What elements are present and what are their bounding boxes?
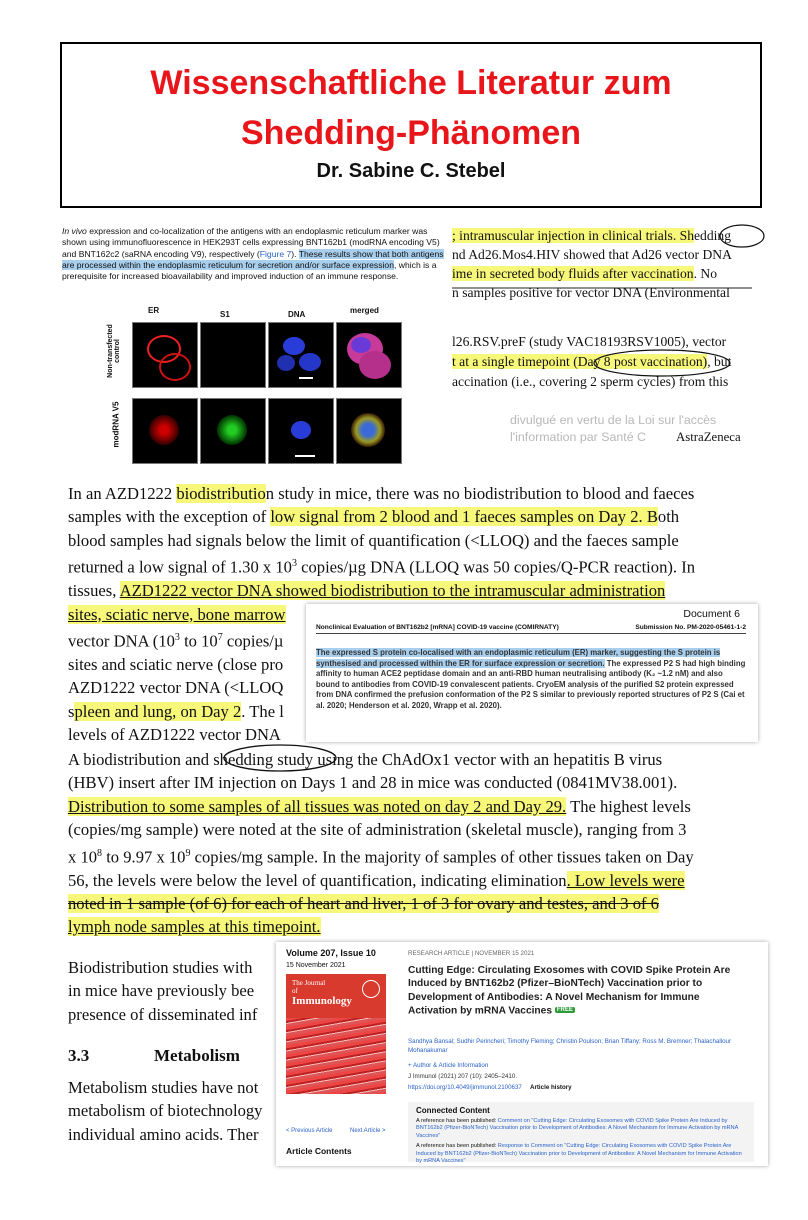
title-box <box>60 42 762 208</box>
document-number: Document 6 <box>683 608 740 620</box>
caption-highlight: These results show that both antigens are processed within the endoplasmic reticulum for secretion and/or surface expression <box>62 248 444 270</box>
response-link[interactable]: Response to Comment on "Cutting Edge: Circulating Exosomes with COVID Spike Protein Are Induced by BNT162b2 (Pfizer-BioNTech) Vaccination prior to Development of Antibodies: A Novel Mechanism for Immune Activation by mRNA Vaccines" <box>416 1143 742 1165</box>
comment-link[interactable]: Comment on "Cutting Edge: Circulating Exosomes with COVID Spike Protein Are Induced by BNT162b2 (Pfizer-BioNTech) Vaccination prior to Development of Antibodies: A Novel Mechanism for Immune Activation by mRNA Vaccines" <box>416 1118 738 1139</box>
doc6-header-right: Submission No. PM-2020-05461-1-2 <box>635 624 746 631</box>
panel-dna-v5 <box>268 398 334 464</box>
panel-s1-control <box>200 322 266 388</box>
free-badge: FREE <box>556 1007 573 1014</box>
doc6-header-left: Nonclinical Evaluation of BNT162b2 [mRNA] COVID-19 vaccine (COMIRNATY) <box>316 624 559 631</box>
doc6-body: The expressed S protein co-localised with an endoplasmic reticulum (ER) marker, suggesting the S protein is synthesised and processed within the ER for surface expression or secretion. The expressed P2 S had high binding affinity to human ACE2 peptidase domain and an anti-RBD human neutralising antibody (K₂ ~1.2 nM) and also bound to antibodies from COVID-19 convalescent patients. CryoEM analysis of the purified S2 protein expressed from DNA confirmed the prefusion conformation of the P2 S similar to previously reported structures of P2 S (Cai et al. 2020; Henderson et al. 2020, Wrapp et al. 2020). <box>316 648 746 710</box>
panel-dna-control <box>268 322 334 388</box>
journal-date: 15 November 2021 <box>286 962 346 969</box>
connected-content-box: Connected Content A reference has been published: Comment on "Cutting Edge: Circulating Exosomes with COVID Spike Protein Are Induced by BNT162b2 (Pfizer-BioNTech) Vaccination prior to Development of Antibodies: A Novel Mechanism for Immune Activation by mRNA Vaccines" A reference has been published: Response to Comment on "Cutting Edge: Circulating Exosomes with COVID Spike Protein Are Induced by BNT162b2 (Pfizer-BioNTech) Vaccination prior to Development of Antibodies: A Novel Mechanism for Immune Activation by mRNA Vaccines" <box>408 1102 754 1162</box>
section-title: Metabolism <box>154 1046 240 1065</box>
day8-circle <box>594 350 730 376</box>
immunofluorescence-figure: ER S1 DNA merged Non-transfected control modRNA V5 <box>110 304 410 474</box>
previous-article-link[interactable]: < Previous Article <box>286 1128 333 1134</box>
doi-link[interactable]: https://doi.org/10.4049/jimmunol.2100637 <box>408 1084 522 1091</box>
document6-card <box>306 604 758 742</box>
article-authors[interactable]: Sandhya Bansal; Sudhir Perincheri; Timothy Fleming; Christin Poulson; Brian Tiffany; Ross M. Bremner; Thalachallour Mohanakumar <box>408 1038 732 1054</box>
page-title-line1: Wissenschaftliche Literatur zum <box>150 64 672 102</box>
pfizer-caption: In vivo expression and co-localization of the antigens with an endoplasmic reticulum marker was shown using immunofluorescence in HEK293T cells expressing BNT162b1 (modRNA encoding V5) and BNT162c2 (saRNA encoding V9), respectively (Figure 7). These results show that both antigens are processed within the endoplasmic reticulum for secretion and/or surface expression, which is a prerequisite for increased bioavailability and improved induction of an immune response. <box>62 226 444 282</box>
journal-article-card <box>276 942 768 1166</box>
author-info-toggle[interactable]: + Author & Article Information <box>408 1062 489 1069</box>
shedding-circle-annotation <box>220 740 350 774</box>
ad26-snippet-top: ; intramuscular injection in clinical trials. Shedding nd Ad26.Mos4.HIV showed that Ad26 vector DNA ime in secreted body fluids after vaccination. No n samples positive for vector DNA (Environmental <box>452 228 732 300</box>
panel-er-control <box>132 322 198 388</box>
azd1222-paragraph: In an AZD1222 biodistribution study in mice, there was no biodistribution to blood and faeces samples with the exception of low signal from 2 blood and 1 faeces samples on Day 2. Both blood samples had signals below the limit of quantification (<LLOQ) and the faeces sample returned a low signal of 1.30 x $10^3$ copies/µg DNA (LLOQ was 50 copies/Q-PCR reaction). In tissues, AZD1222 vector DNA showed biodistribution to the intramuscular administration sites, sciatic nerve, bone marrow vector DNA ($10^3$ to $10^7$ copies/µ sites and sciatic nerve (close pro AZD1222 vector DNA (<LLOQ spleen and lung, on Day 2. The l levels of AZD1222 vector DNA <box>68 484 696 745</box>
page-title-line2: Shedding-Phänomen <box>241 114 581 152</box>
section-number: 3.3 <box>68 1046 90 1065</box>
panel-s1-v5 <box>200 398 266 464</box>
panel-er-v5 <box>132 398 198 464</box>
article-contents-heading: Article Contents <box>286 1146 352 1156</box>
panel-merged-control <box>336 322 402 388</box>
article-history-link[interactable]: Article history <box>530 1084 572 1091</box>
disclosure-notice: divulgué en vertu de la Loi sur l'accès l'information par Santé C <box>510 413 717 444</box>
astrazeneca-label: AstraZeneca <box>676 430 741 444</box>
figure-link[interactable]: Figure 7 <box>259 248 292 259</box>
shedding-circle <box>720 225 764 247</box>
cover-art <box>286 1018 386 1094</box>
article-title: Cutting Edge: Circulating Exosomes with COVID Spike Protein Are Induced by BNT162b2 (Pfizer–BioNTech) Vaccination prior to Development of Antibodies: A Novel Mechanism for Immune Activation by mRNA Vaccines FREE <box>408 965 731 1017</box>
snippet-annotations <box>452 220 772 390</box>
panel-merged-v5 <box>336 398 402 464</box>
journal-cover[interactable]: The Journal of Immunology <box>286 974 386 1094</box>
biodistribution-paragraph: Biodistribution studies with in mice have previously bee presence of disseminated inf <box>68 958 258 1024</box>
article-type-date: RESEARCH ARTICLE | NOVEMBER 15 2021 <box>408 950 535 957</box>
journal-seal-icon <box>362 980 380 998</box>
author-name: Dr. Sabine C. Stebel <box>316 160 506 182</box>
journal-volume: Volume 207, Issue 10 <box>286 948 376 958</box>
article-citation: J Immunol (2021) 207 (10): 2405–2410. <box>408 1073 518 1080</box>
metabolism-paragraph: Metabolism studies have not metabolism of biotechnology individual amino acids. Ther <box>68 1078 263 1144</box>
shedding-paragraph: A biodistribution and shedding study using the ChAdOx1 vector with an hepatitis B virus (HBV) insert after IM injection on Days 1 and 28 in mice was conducted (0841MV38.001). Distribution to some samples of all tissues was noted on day 2 and Day 29. The highest levels (copies/mg sample) were noted at the site of administration (skeletal muscle), ranging from 3 x $10^8$ to 9.97 x $10^9$ copies/mg sample. In the majority of samples of other tissues taken on Day 56, the levels were below the level of quantification, indicating elimination. Low levels were noted in 1 sample (of 6) for each of heart and liver, 1 of 3 for ovary and testes, and 3 of 6 lymph node samples at this timepoint. <box>68 750 694 937</box>
ad26-snippet-bottom: l26.RSV.preF (study VAC18193RSV1005), vector t at a single timepoint (Day 8 post vaccination), but accination (i.e., covering 2 sperm cycles) from this <box>452 334 732 389</box>
next-article-link[interactable]: Next Article > <box>350 1128 386 1134</box>
